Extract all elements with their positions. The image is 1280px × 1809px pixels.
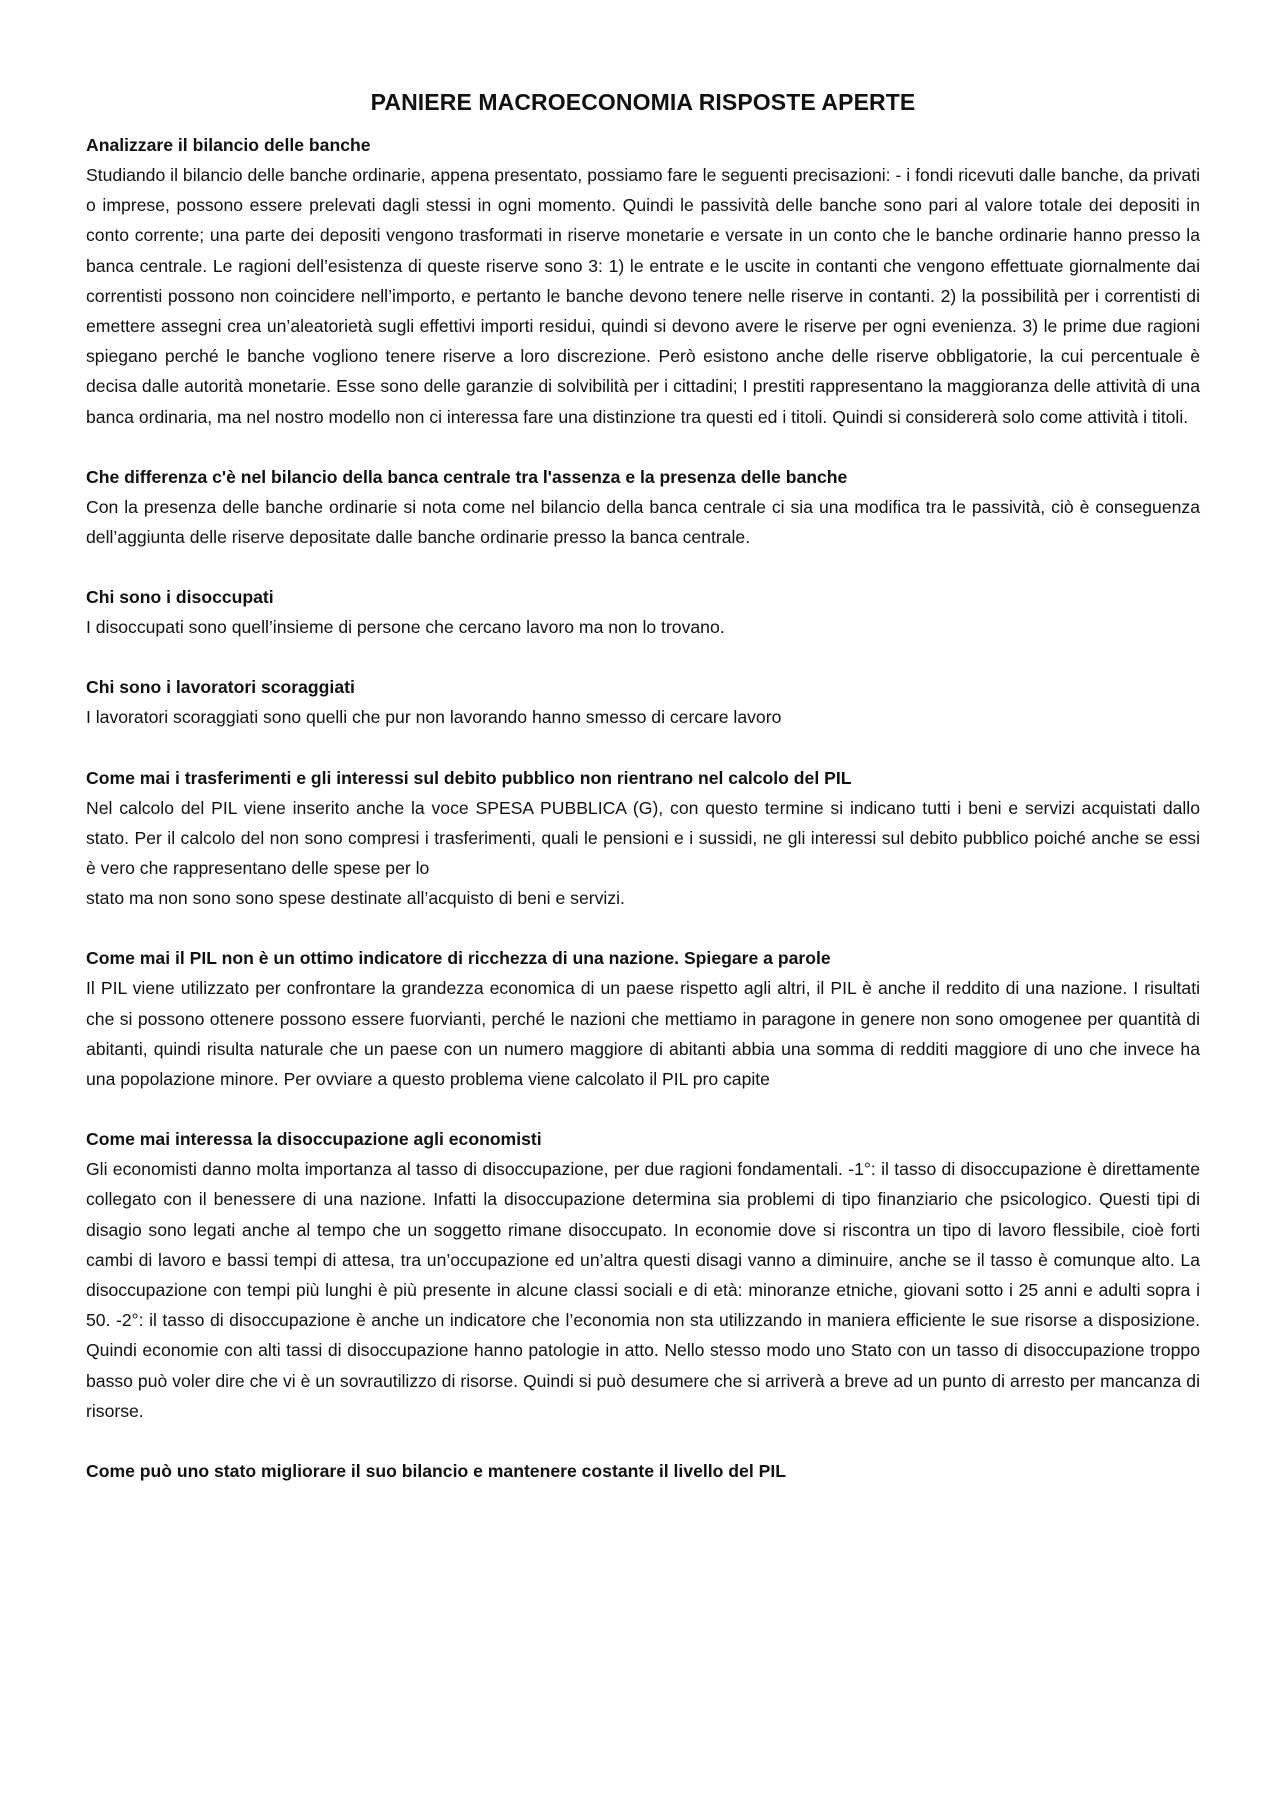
section-state-balance [86,1456,1200,1486]
question-heading: Analizzare il bilancio delle banche [86,135,371,155]
document-title: PANIERE MACROECONOMIA RISPOSTE APERTE [370,89,916,115]
question-heading: Come può uno stato migliorare il suo bilancio e mantenere costante il livello del PIL [86,1461,786,1482]
answer-text: Studiando il bilancio delle banche ordinarie, appena presentato, possiamo fare le seguenti precisazioni: - i fondi ricevuti dalle banche, da privati o imprese, possono essere prelevati dagli stessi in ogni momento. Quindi le passività delle banche sono pari al valore totale dei depositi in conto corrente; una parte dei depositi vengono trasformati in riserve monetarie e versate in un conto che le banche ordinarie hanno presso la banca centrale. Le ragioni dell’esistenza di queste riserve sono 3: 1) le entrate e le uscite in contanti che vengono effettuate giornalmente dai correntisti possono non coincidere nell’importo, e pertanto le banche devono tenere nelle riserve in contanti. 2) la possibilità per i correntisti di emettere assegni crea un’aleatorietà sugli effettivi importi residui, quindi si devono avere le riserve per ogni evenienza. 3) le prime due ragioni spiegano perché le banche vogliono tenere riserve a loro discrezione. Però esistono anche delle riserve obbligatorie, la cui percentuale è decisa dalle autorità monetarie. Esse sono delle garanzie di solvibilità per i cittadini; I prestiti rappresentano la maggioranza delle attività di una banca ordinaria, ma nel nostro modello non ci interessa fare una distinzione tra questi ed i titoli. Quindi si considererà solo come attività i titoli. [86,165,1200,427]
section-unemployed [86,582,1200,642]
section-central-bank-difference [86,462,1200,552]
section-transfers-pil [86,763,1200,914]
question-heading: Chi sono i disoccupati [86,587,274,608]
question-heading: Che differenza c'è nel bilancio della banca centrale tra l'assenza e la presenza delle banche [86,466,848,487]
answer-text: I disoccupati sono quell’insieme di persone che cercano lavoro ma non lo trovano. [86,617,725,638]
answer-text: Gli economisti danno molta importanza al tasso di disoccupazione, per due ragioni fondamentali. -1°: il tasso di disoccupazione è direttamente collegato con il benessere di una nazione. Infatti la disoccupazione determina sia problemi di tipo finanziario che psicologico. Questi tipi di disagio sono legati anche al tempo che un soggetto rimane disoccupato. In economie dove si riscontra un tipo di lavoro flessibile, cioè forti cambi di lavoro e bassi tempi di attesa, tra un’occupazione ed un’altra questi disagi vanno a diminuire, anche se il tasso è comunque alto. La disoccupazione con tempi più lunghi è più presente in alcune classi sociali e di età: minoranze etniche, giovani sotto i 25 anni e adulti sopra i 50. -2°: il tasso di disoccupazione è anche un indicatore che l’economia non sta utilizzando in maniera efficiente le sue risorse a disposizione. Quindi economie con alti tassi di disoccupazione hanno patologie in atto. Nello stesso modo uno Stato con un tasso di disoccupazione troppo basso può voler dire che vi è un sovrautilizzo di risorse. Quindi si può desumere che si arriverà a breve ad un punto di arresto per mancanza di risorse. [86,1159,1200,1421]
question-heading: Come mai i trasferimenti e gli interessi sul debito pubblico non rientrano nel calcolo del PIL [86,767,852,788]
answer-line: stato ma non sono sono spese destinate all’acquisto di beni e servizi. [86,888,625,909]
question-heading: Come mai il PIL non è un ottimo indicatore di ricchezza di una nazione. Spiegare a parole [86,948,831,969]
answer-text: Il PIL viene utilizzato per confrontare la grandezza economica di un paese rispetto agli altri, il PIL è anche il reddito di una nazione. I risultati che si possono ottenere possono essere fuorvianti, perché le nazioni che mettiamo in paragone in genere non sono omogenee per quantità di abitanti, quindi risulta naturale che un paese con un numero maggiore di abitanti abbia una somma di redditi maggiore di uno che invece ha una popolazione minore. Per ovviare a questo problema viene calcolato il PIL pro capite [86,978,1200,1090]
answer-line: Nel calcolo del PIL viene inserito anche la voce SPESA PUBBLICA (G), con questo termine si indicano tutti i beni e servizi acquistati dallo stato. Per il calcolo del non sono compresi i trasferimenti, quali le pensioni e i sussidi, ne gli interessi sul debito pubblico poiché anche se essi è vero che rappresentano delle spese per lo [86,797,1200,879]
section-bank-balance [86,130,1200,432]
section-pil-indicator [86,943,1200,1094]
answer-text: Con la presenza delle banche ordinarie si nota come nel bilancio della banca centrale ci sia una modifica tra le passività, ciò è conseguenza dell’aggiunta delle riserve depositate dalle banche ordinarie presso la banca centrale. [86,496,1200,548]
answer-text [86,793,1200,914]
section-unemployment-economists [86,1124,1200,1426]
document-page [86,88,1200,1516]
question-heading: Chi sono i lavoratori scoraggiati [86,677,355,698]
answer-text: I lavoratori scoraggiati sono quelli che pur non lavorando hanno smesso di cercare lavoro [86,707,782,728]
question-heading: Come mai interessa la disoccupazione agli economisti [86,1129,542,1150]
section-discouraged-workers [86,672,1200,732]
